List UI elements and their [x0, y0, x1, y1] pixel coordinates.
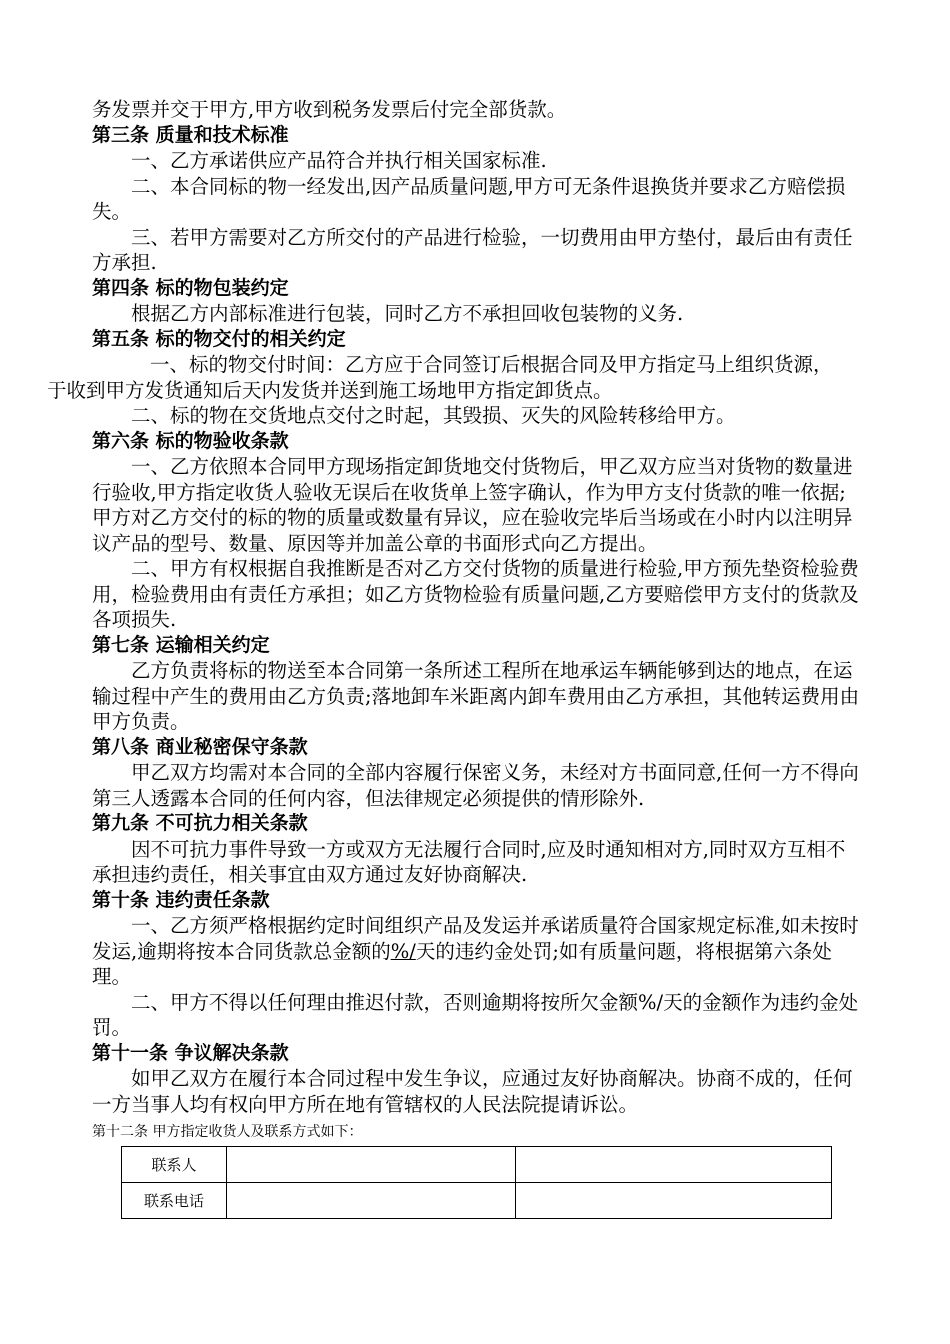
- article-11-clause-1: 如甲乙双方在履行本合同过程中发生争议，应通过友好协商解决。协商不成的，任何一方当事人均有权向甲方所在地有管辖权的人民法院提请诉讼。: [92, 1067, 853, 1116]
- article-10-heading: 第十条 违约责任条款: [92, 888, 270, 911]
- article-4-heading: 第四条 标的物包装约定: [92, 276, 289, 299]
- contact-table: [121, 1146, 832, 1219]
- penalty-rate-underline: %/: [390, 939, 416, 963]
- article-3-clause-3: 三、若甲方需要对乙方所交付的产品进行检验，一切费用由甲方垫付，最后由有责任方承担.: [92, 225, 853, 274]
- contact-person-extra-cell[interactable]: [516, 1147, 832, 1183]
- article-6-heading: 第六条 标的物验收条款: [92, 429, 289, 452]
- article-5-clause-2: 二、标的物在交货地点交付之时起，其毁损、灭失的风险转移给甲方。: [131, 404, 736, 427]
- contract-document: [47, 97, 862, 1143]
- article-5-clause-1-line-1: 一、标的物交付时间：乙方应于合同签订后根据合同及甲方指定马上组织货源，: [150, 353, 833, 376]
- contact-phone-extra-cell[interactable]: [516, 1183, 832, 1219]
- article-8-heading: 第八条 商业秘密保守条款: [92, 735, 308, 758]
- article-3-clause-1: 一、乙方承诺供应产品符合并执行相关国家标准.: [131, 149, 547, 172]
- article-5-heading: 第五条 标的物交付的相关约定: [92, 327, 346, 350]
- article-4-clause-1: 根据乙方内部标准进行包装，同时乙方不承担回收包装物的义务.: [131, 302, 684, 325]
- article-10-clause-1-text-b: 天的违约金处罚;如有质量问题，将根据第六条处理。: [92, 939, 832, 988]
- article-7-heading: 第七条 运输相关约定: [92, 633, 270, 656]
- contact-person-cell[interactable]: [227, 1147, 516, 1183]
- article-6-clause-2: 二、甲方有权根据自我推断是否对乙方交付货物的质量进行检验,甲方预先垫资检验费用，检验费用由有责任方承担；如乙方货物检验有质量问题,乙方要赔偿甲方支付的货款及各项损失.: [92, 557, 859, 631]
- article-12-heading: 第十二条 甲方指定收货人及联系方式如下：: [92, 1124, 363, 1140]
- contact-phone-label: 联系电话: [122, 1183, 227, 1219]
- article-5-clause-1-line-2: 于收到甲方发货通知后天内发货并送到施工场地甲方指定卸货点。: [47, 378, 613, 402]
- article-10-clause-1: [92, 913, 862, 990]
- article-8-clause-1: 甲乙双方均需对本合同的全部内容履行保密义务，未经对方书面同意,任何一方不得向第三人透露本合同的任何内容，但法律规定必须提供的情形除外.: [92, 761, 859, 810]
- table-row: [122, 1147, 832, 1183]
- article-9-heading: 第九条 不可抗力相关条款: [92, 812, 308, 834]
- article-10-clause-2: 二、甲方不得以任何理由推迟付款，否则逾期将按所欠金额%/天的金额作为违约金处罚。: [92, 990, 859, 1039]
- continued-text: 务发票并交于甲方,甲方收到税务发票后付完全部货款。: [92, 98, 567, 121]
- table-row: [122, 1183, 832, 1219]
- article-3-heading: 第三条 质量和技术标准: [92, 123, 289, 146]
- contact-person-label: 联系人: [122, 1147, 227, 1183]
- contact-phone-cell[interactable]: [227, 1183, 516, 1219]
- article-7-clause-1: 乙方负责将标的物送至本合同第一条所述工程所在地承运车辆能够到达的地点，在运输过程中产生的费用由乙方负责;落地卸车米距离内卸车费用由乙方承担，其他转运费用由甲方负责。: [92, 659, 860, 733]
- article-3-clause-2: 二、本合同标的物一经发出,因产品质量问题,甲方可无条件退换货并要求乙方赔偿损失。: [92, 174, 846, 223]
- article-9-clause-1: 因不可抗力事件导致一方或双方无法履行合同时,应及时通知相对方,同时双方互相不承担违约责任，相关事宜由双方通过友好协商解决.: [92, 837, 846, 886]
- article-10-clause-1-text-a: 一、乙方须严格根据约定时间组织产品及发运并承诺质量符合国家规定标准,如未按时发运,逾期将按本合同货款总金额的: [92, 914, 859, 963]
- article-11-heading: 第十一条 争议解决条款: [92, 1041, 289, 1064]
- article-6-clause-1: 一、乙方依照本合同甲方现场指定卸货地交付货物后，甲乙双方应当对货物的数量进行验收,甲方指定收货人验收无误后在收货单上签字确认，作为甲方支付货款的唯一依据;甲方对乙方交付的标的物的质量或数量有异议，应在验收完毕后当场或在小时内以注明异议产品的型号、数量、原因等并加盖公章的书面形式向乙方提出。: [92, 455, 853, 555]
